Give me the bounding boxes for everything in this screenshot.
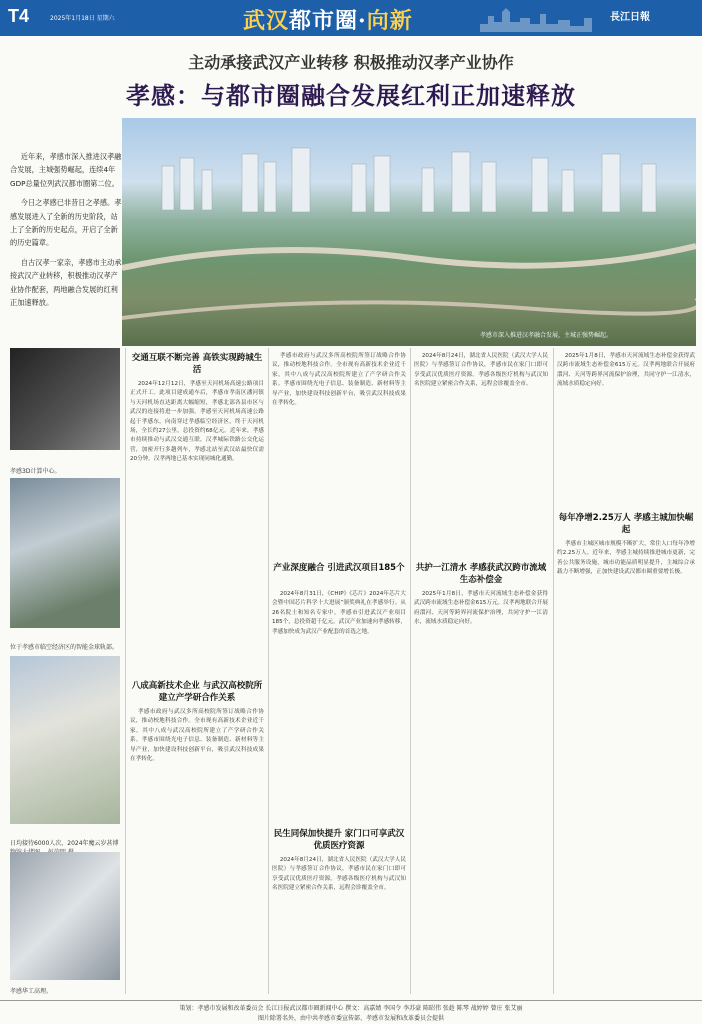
column-divider <box>268 348 269 994</box>
hero-city-photo <box>122 118 696 346</box>
credits-line: 策划：孝感市发展和改革委员会 长江日报武汉都市圈新闻中心 撰文：高嘉婧 李国令 李苏豪 陈昭伟 张趁 陈琴 战婷婷 曾庄 张艾丽 <box>179 1005 523 1012</box>
hero-caption: 孝感市深入推进汉孝融合发展，主城正强势崛起。 <box>480 332 613 339</box>
page-header <box>0 0 702 36</box>
body-paragraph: 孝感市政府与武汉多所高校院所签订战略合作协议，推动校地科技合作。全市现有高新技术企业近千家，其中八成与武汉高校院所建立了产学研合作关系。孝感市围绕光电子信息、装备制造、新材料等主导产业，加快建设科技创新平台，吸引武汉科技成果在孝转化。 <box>272 353 406 407</box>
brand-new: 向新 <box>366 8 413 34</box>
city-aerial-illustration <box>122 118 696 346</box>
lead-paragraph: 近年来，孝感市深入推进汉孝融合发展，主城强势崛起，连续4年GDP总量位列武汉都市圈第二位。 <box>10 152 122 188</box>
photo-caption: 孝感3D计算中心。 <box>10 468 61 475</box>
photo-caption: 位于孝感市临空经济区的智能金球轨部。 <box>10 644 119 651</box>
brand-sep: · <box>358 8 367 34</box>
article-column <box>272 590 406 820</box>
industrial-park-photo <box>10 478 120 628</box>
lead-paragraph: 今日之孝感已非昔日之孝感。孝感发展进入了全新的历史阶段，站上了全新的历史起点，开启了全新的历史篇章。 <box>10 198 122 248</box>
photo-caption: 孝感华工高理。 <box>10 988 53 995</box>
article-column <box>130 708 264 994</box>
brand-wuhan: 武汉 <box>243 8 290 34</box>
kicker-title: 主动承接武汉产业转移 积极推动汉孝产业协作 <box>188 53 514 72</box>
article-column <box>557 352 695 502</box>
subhead: 民生同保加快提升 家门口可享武汉优质医疗资源 <box>273 829 405 851</box>
newspaper-logo: 長江日報 <box>610 12 650 23</box>
museum-photo <box>10 656 120 824</box>
column-divider <box>125 348 126 994</box>
article-column <box>272 856 406 994</box>
photo-caption: 日均接待6000人次，2024年魔云岁甚博 <box>10 840 119 847</box>
article-column <box>557 540 695 994</box>
article-column <box>130 380 264 670</box>
subhead: 产业深度融合 引进武汉项目185个 <box>273 563 405 573</box>
subhead: 交通互联不断完善 高铁实现跨城生活 <box>131 353 263 375</box>
body-paragraph: 2024年12月12日，孝感至天河机场高速公路项目正式开工。此项目建成通车后，孝感市孝南区潘河镇与天河机场直达距离大幅缩短，孝感北部各县市区与武汉的连接将进一步加强。孝感至天河机场高速公路起于孝感东，向南穿过孝感临空经济区，终于天河机场，全长约27公里，总投资约68亿元。近年来，孝感市持续推动与武汉交通互联，汉孝城际铁路公交化运营，加密开行多趟列车，孝感北站至武汉站最快仅需20分钟。汉孝两地已基本实现同城化通勤。 <box>130 381 264 463</box>
factory-workshop-photo <box>10 852 120 980</box>
body-paragraph: 孝感市主城区城市规模不断扩大，常住人口每年净增约2.25万人。近年来，孝感主城持续推进城市更新，完善公共服务设施，城市功能品质明显提升，主城综合承载力不断增强，正加快建设武汉都市圈重要增长极。 <box>557 541 695 576</box>
issue-date: 2025年1月18日 星期六 <box>50 15 115 22</box>
article-column <box>272 352 406 552</box>
column-divider <box>410 348 411 994</box>
body-paragraph: 2025年1月8日，孝感市天河流域生态补偿金获得武汉跨市流域生态补偿金615万元。汉孝两地联合开展府澴河、天河等跨界河流保护治理，共同守护一江清水，流域水质稳定向好。 <box>414 591 548 626</box>
subhead: 共护一江清水 孝感获武汉跨市流域生态补偿金 <box>415 563 547 585</box>
page-number: T4 <box>8 6 30 26</box>
subhead: 每年净增2.25万人 孝感主城加快崛起 <box>558 513 694 535</box>
article-column <box>414 590 548 994</box>
column-divider <box>553 348 554 994</box>
section-brand <box>243 4 413 35</box>
skyline-icon <box>480 6 600 32</box>
body-paragraph: 2024年8月31日，《CHIP》《芯片》2024年芯片大会暨中国芯片科学十大进展”颁奖典礼在孝感举行。从26名院士和知名专家中，孝感市引进武汉产业项目185个，总投资超千亿元。武汉产业加速向孝感转移，孝感加快成为武汉产业配套的首选之地。 <box>272 591 406 635</box>
credits-line: 图片除署名外，由中共孝感市委宣传部、孝感市发展和改革委员会提供 <box>257 1015 444 1022</box>
body-paragraph: 孝感市政府与武汉多所高校院所签订战略合作协议，推动校地科技合作。全市现有高新技术企业近千家，其中八成与武汉高校院所建立了产学研合作关系。孝感市围绕光电子信息、装备制造、新材料等主导产业，加快建设科技创新平台，吸引武汉科技成果在孝转化。 <box>130 709 264 763</box>
lead-text <box>10 150 122 315</box>
body-paragraph: 2025年1月8日，孝感市天河流域生态补偿金获得武汉跨市流域生态补偿金615万元。汉孝两地联合开展府澴河、天河等跨界河流保护治理，共同守护一江清水，流域水质稳定向好。 <box>557 353 695 388</box>
body-paragraph: 2024年8月24日，湖北省人民医院（武汉大学人民医院）与孝感签订合作协议，孝感市民在家门口即可享受武汉优质医疗资源。孝感各级医疗机构与武汉知名医院建立紧密合作关系，远程会诊覆盖全市。 <box>414 353 548 388</box>
headline: 孝感：与都市圈融合发展红利正加速释放 <box>126 82 576 110</box>
brand-circle: 都市圈 <box>289 8 359 34</box>
body-paragraph: 2024年8月24日，湖北省人民医院（武汉大学人民医院）与孝感签订合作协议，孝感市民在家门口即可享受武汉优质医疗资源。孝感各级医疗机构与武汉知名医院建立紧密合作关系，远程会诊覆盖全市。 <box>272 857 406 892</box>
computing-center-photo <box>10 348 120 450</box>
page-footer <box>0 1000 702 1024</box>
subhead: 八成高新技术企业 与武汉高校院所建立产学研合作关系 <box>131 681 263 703</box>
lead-paragraph: 自古汉孝一家亲，孝感市主动承接武汉产业转移，积极推动汉孝产业协作配套，两地融合发展的红利正加速释放。 <box>10 257 122 308</box>
article-column <box>414 352 548 552</box>
